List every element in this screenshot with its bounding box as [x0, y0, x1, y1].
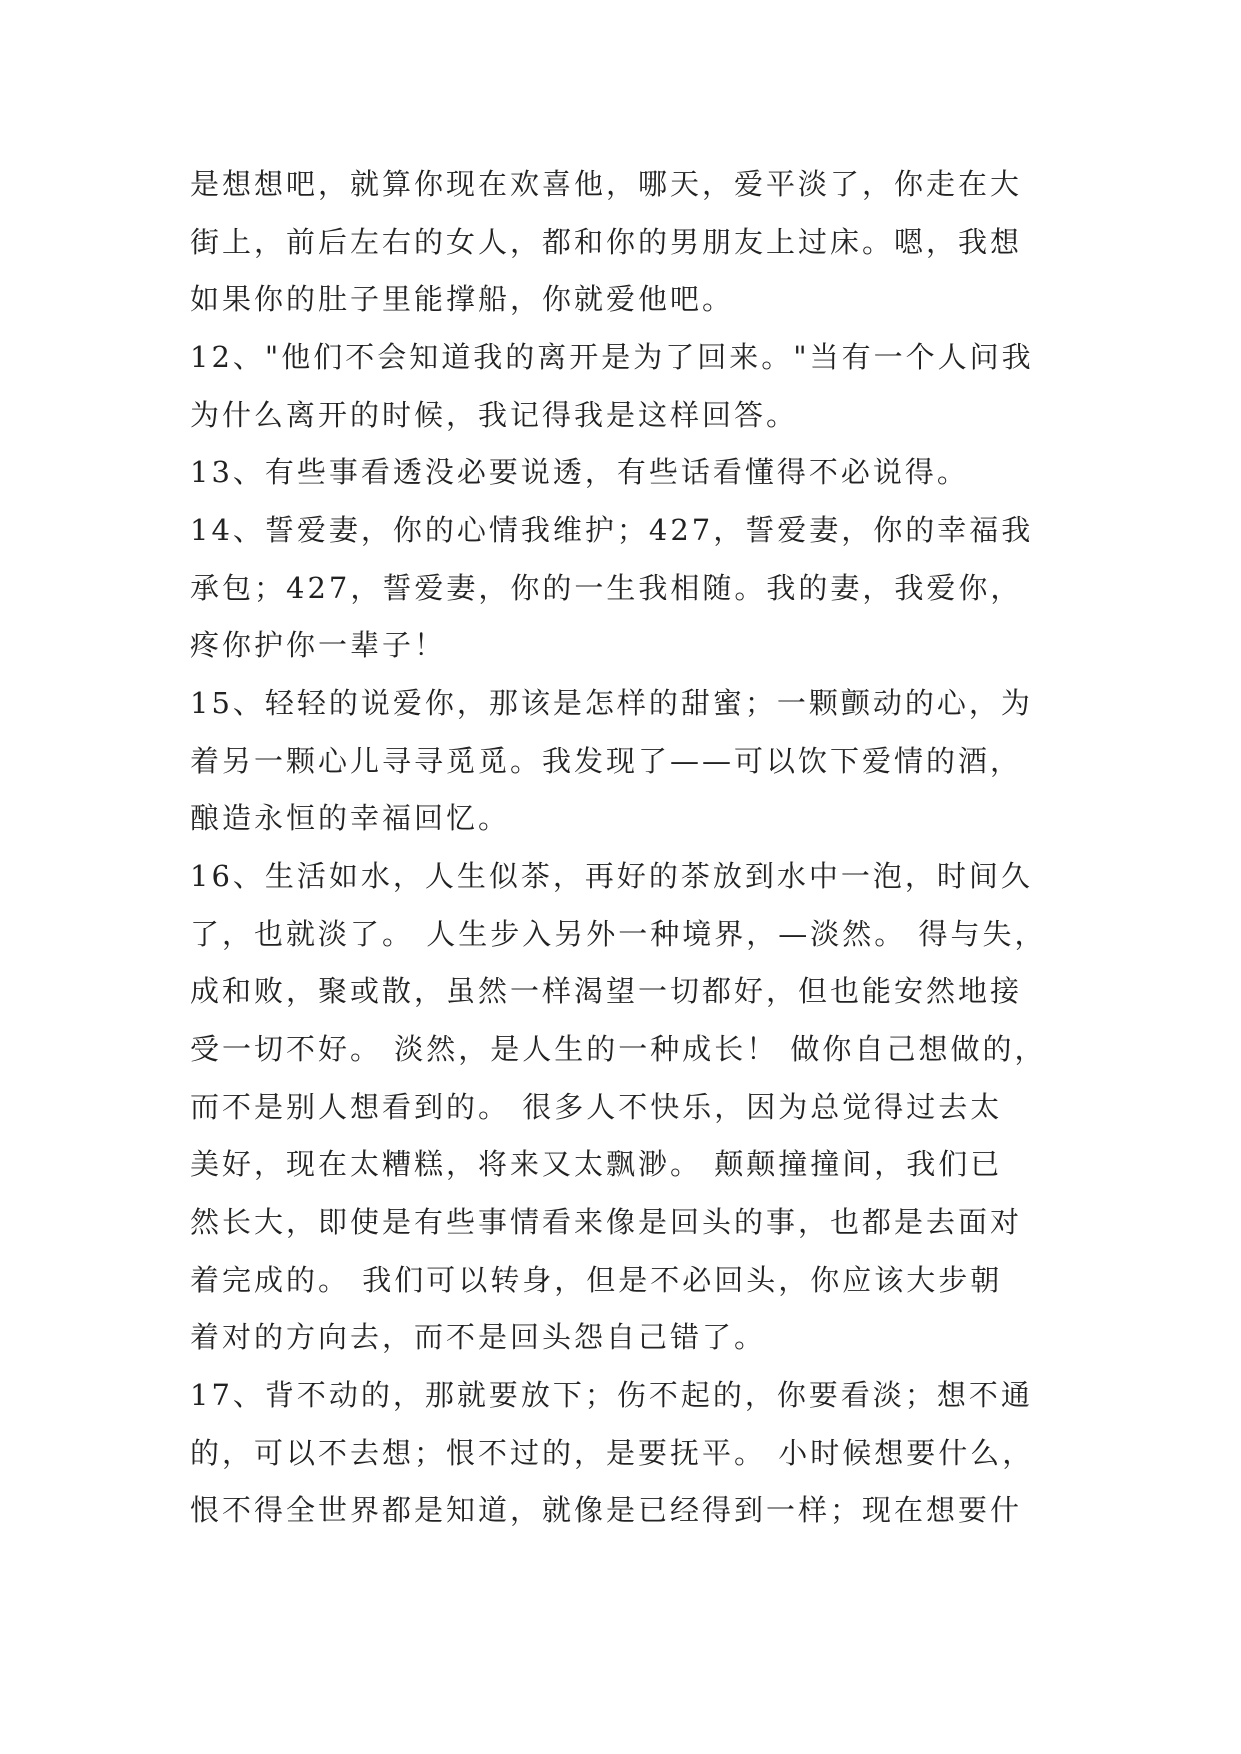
text-line: 着对的方向去，而不是回头怨自己错了。	[190, 1320, 767, 1354]
text-line: 15、轻轻的说爱你，那该是怎样的甜蜜；一颗颤动的心，为	[190, 686, 1033, 720]
text-line: 如果你的肚子里能撑船，你就爱他吧。	[190, 282, 735, 316]
text-line: 16、生活如水，人生似茶，再好的茶放到水中一泡，时间久	[190, 859, 1033, 893]
text-line: 12、"他们不会知道我的离开是为了回来。"当有一个人问我	[190, 340, 1034, 374]
text-line: 为什么离开的时候，我记得我是这样回答。	[190, 398, 799, 432]
text-line: 的，可以不去想；恨不过的，是要抚平。 小时候想要什么，	[190, 1436, 1035, 1470]
text-line: 街上，前后左右的女人，都和你的男朋友上过床。嗯，我想	[190, 225, 1023, 259]
text-line: 13、有些事看透没必要说透，有些话看懂得不必说得。	[190, 455, 969, 489]
text-line: 着另一颗心儿寻寻觅觅。我发现了——可以饮下爱情的酒，	[190, 744, 1023, 778]
text-line: 了，也就淡了。 人生步入另外一种境界，—淡然。 得与失，	[190, 917, 1047, 951]
text-line: 然长大，即使是有些事情看来像是回头的事，也都是去面对	[190, 1205, 1023, 1239]
text-line: 酿造永恒的幸福回忆。	[190, 801, 511, 835]
text-line: 恨不得全世界都是知道，就像是已经得到一样；现在想要什	[190, 1493, 1023, 1527]
text-line: 成和败，聚或散，虽然一样渴望一切都好，但也能安然地接	[190, 974, 1023, 1008]
text-line: 17、背不动的，那就要放下；伤不起的，你要看淡；想不通	[190, 1378, 1033, 1412]
text-line: 着完成的。 我们可以转身，但是不必回头，你应该大步朝	[190, 1263, 1003, 1297]
text-line: 美好，现在太糟糕，将来又太飘渺。 颠颠撞撞间，我们已	[190, 1147, 1003, 1181]
text-line: 受一切不好。 淡然，是人生的一种成长！ 做你自己想做的，	[190, 1032, 1047, 1066]
text-line: 14、誓爱妻，你的心情我维护；427，誓爱妻，你的幸福我	[190, 513, 1034, 547]
text-line: 承包；427，誓爱妻，你的一生我相随。我的妻，我爱你，	[190, 571, 1023, 605]
text-line: 而不是别人想看到的。 很多人不快乐，因为总觉得过去太	[190, 1090, 1003, 1124]
text-line: 是想想吧，就算你现在欢喜他，哪天，爱平淡了，你走在大	[190, 167, 1023, 201]
text-line: 疼你护你一辈子！	[190, 628, 447, 662]
